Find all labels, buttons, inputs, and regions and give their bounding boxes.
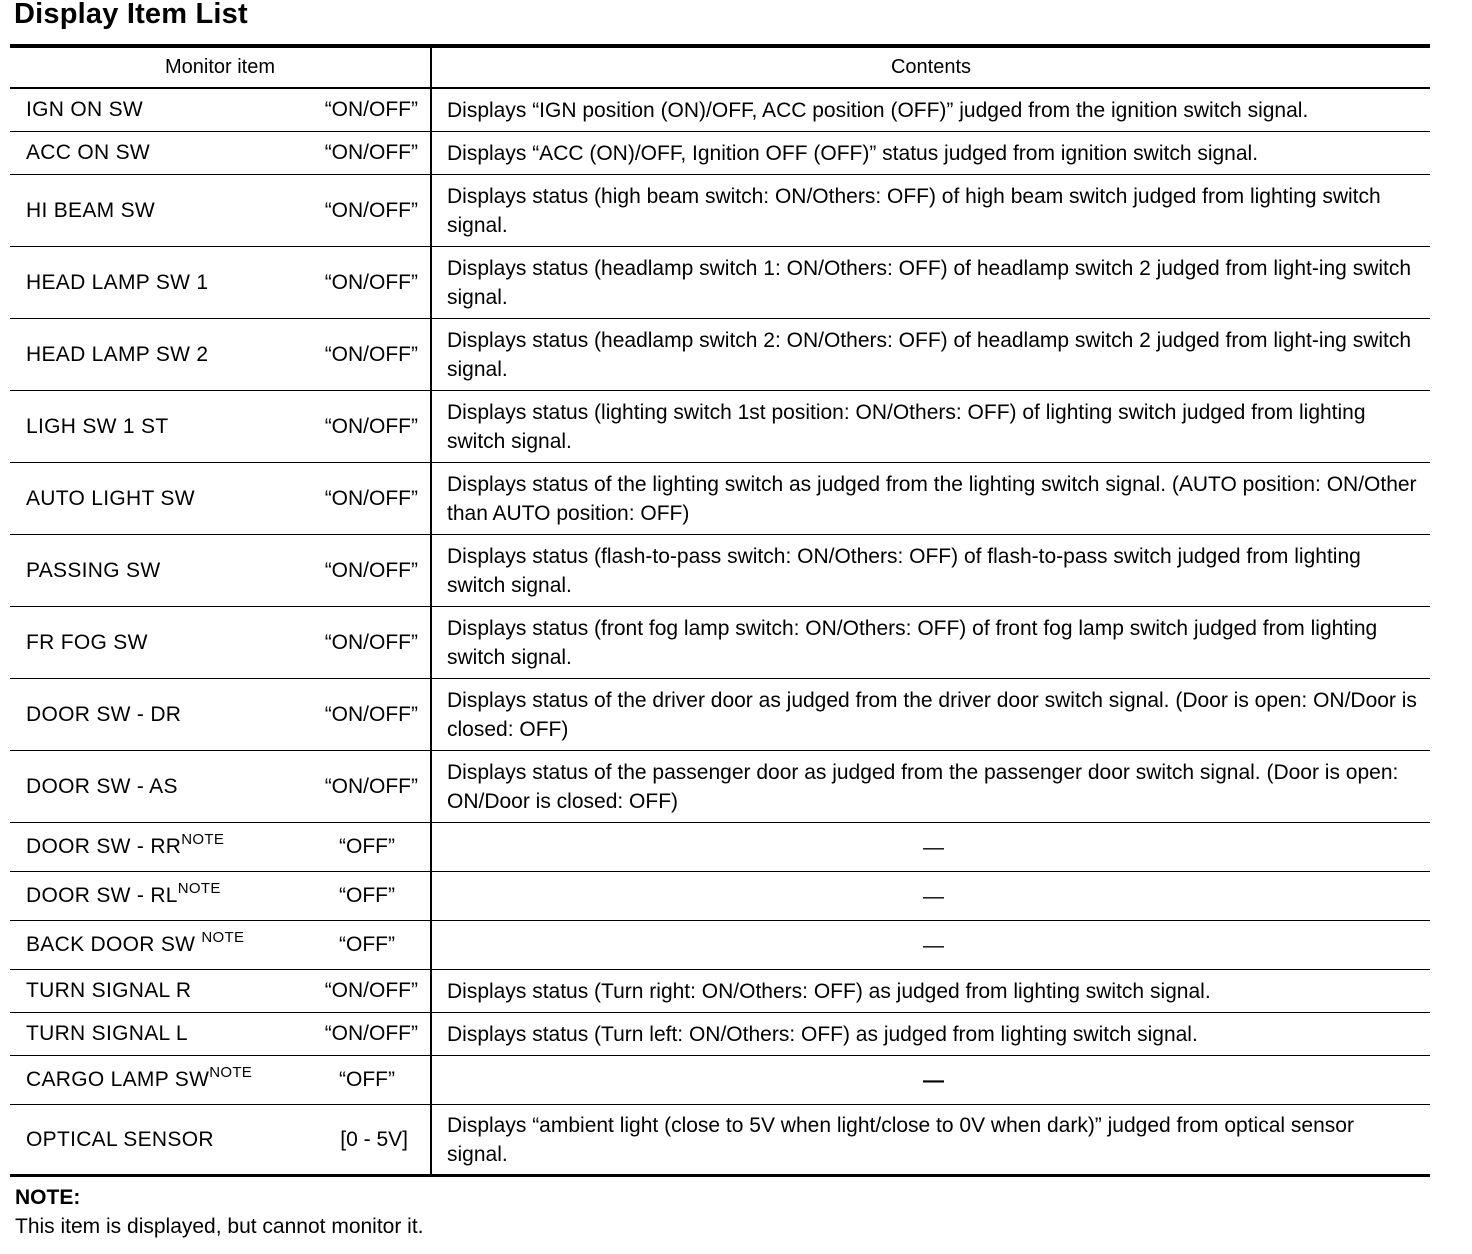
table-row <box>10 1056 1430 1105</box>
monitor-item-contents: Displays status of the passenger door as judged from the passenger door switch signal. (Door is open: ON/Door is closed: OFF) <box>447 760 1399 813</box>
monitor-item-contents: — <box>923 835 944 859</box>
monitor-item-value: “ON/OFF” <box>324 414 418 438</box>
monitor-item-name: ACC ON SW <box>26 141 151 164</box>
note-marker: NOTE <box>181 831 225 848</box>
note-marker: NOTE <box>177 880 221 897</box>
page-title: Display Item List <box>14 0 248 30</box>
monitor-item-contents: Displays “ambient light (close to 5V when light/close to 0V when dark)” judged from optical sensor signal. <box>447 1113 1354 1166</box>
table-row <box>10 823 1430 872</box>
monitor-item-value: “OFF” <box>339 884 395 907</box>
note-marker: NOTE <box>209 1064 253 1081</box>
note-title: NOTE: <box>15 1186 81 1209</box>
table-row <box>10 391 1430 463</box>
monitor-item-value: “ON/OFF” <box>324 342 418 366</box>
monitor-item-contents: Displays “IGN position (ON)/OFF, ACC position (OFF)” judged from the ignition switch signal. <box>447 98 1309 122</box>
column-header-monitor-item: Monitor item <box>10 48 432 87</box>
monitor-item-value: “ON/OFF” <box>324 98 418 121</box>
note-marker: NOTE <box>201 929 245 946</box>
monitor-item-name: FR FOG SW <box>26 630 148 654</box>
monitor-item-value: “ON/OFF” <box>324 141 418 164</box>
monitor-item-contents: Displays status (Turn left: ON/Others: OFF) as judged from lighting switch signal. <box>447 1022 1198 1046</box>
monitor-item-value: “ON/OFF” <box>324 1022 418 1045</box>
display-item-table <box>10 44 1430 1177</box>
monitor-item-contents: Displays status (headlamp switch 1: ON/Others: OFF) of headlamp switch 2 judged from light-ing switch signal. <box>447 256 1412 309</box>
monitor-item-contents: Displays status of the lighting switch as judged from the lighting switch signal. (AUTO position: ON/Other than AUTO position: OFF) <box>447 472 1417 525</box>
monitor-item-name: HEAD LAMP SW 1 <box>26 270 209 294</box>
monitor-item-name: HI BEAM SW <box>26 198 156 222</box>
table-row <box>10 607 1430 679</box>
monitor-item-value: “ON/OFF” <box>324 198 418 222</box>
monitor-item-value: “OFF” <box>339 1068 395 1091</box>
table-row <box>10 463 1430 535</box>
monitor-item-name: DOOR SW - $RL^{NOTE}$ <box>26 880 221 907</box>
monitor-item-contents: — <box>923 933 944 957</box>
column-header-contents: Contents <box>890 56 972 78</box>
monitor-item-name: IGN ON SW <box>26 98 144 121</box>
monitor-item-contents: Displays status (lighting switch 1st position: ON/Others: OFF) of lighting switch judged from lighting switch signal. <box>447 400 1366 453</box>
monitor-item-name: BACK DOOR SW $^{NOTE}$ <box>26 929 245 956</box>
monitor-item-value: “ON/OFF” <box>324 702 418 726</box>
monitor-item-value: “ON/OFF” <box>324 774 418 798</box>
monitor-item-contents: Displays status (front fog lamp switch: ON/Others: OFF) of front fog lamp switch judged from lighting switch signal. <box>447 616 1378 669</box>
monitor-item-contents: Displays “ACC (ON)/OFF, Ignition OFF (OFF)” status judged from ignition switch signal. <box>447 141 1259 165</box>
monitor-item-name: AUTO LIGHT SW <box>26 486 195 510</box>
table-row <box>10 970 1430 1013</box>
monitor-item-name: DOOR SW - $RR^{NOTE}$ <box>26 831 225 858</box>
monitor-item-contents: Displays status of the driver door as judged from the driver door switch signal. (Door is open: ON/Door is closed: OFF) <box>447 688 1417 741</box>
note-text: This item is displayed, but cannot monitor it. <box>15 1215 424 1238</box>
monitor-item-value: “ON/OFF” <box>324 979 418 1002</box>
monitor-item-name: HEAD LAMP SW 2 <box>26 342 209 366</box>
monitor-item-contents: — <box>923 1068 944 1092</box>
table-row <box>10 921 1430 970</box>
table-row <box>10 132 1430 175</box>
table-header-row <box>10 44 1430 89</box>
table-row <box>10 1105 1430 1177</box>
table-row <box>10 751 1430 823</box>
monitor-item-contents: — <box>923 884 944 908</box>
monitor-item-name: TURN SIGNAL L <box>26 1022 188 1045</box>
table-row <box>10 247 1430 319</box>
monitor-item-value: “ON/OFF” <box>324 270 418 294</box>
table-row <box>10 319 1430 391</box>
monitor-item-value: [0 - 5V] <box>340 1127 408 1151</box>
monitor-item-value: “ON/OFF” <box>324 486 418 510</box>
monitor-item-contents: Displays status (Turn right: ON/Others: OFF) as judged from lighting switch signal. <box>447 979 1211 1003</box>
monitor-item-name: CARGO LAMP $SW^{NOTE}$ <box>26 1064 253 1091</box>
monitor-item-contents: Displays status (high beam switch: ON/Others: OFF) of high beam switch judged from lighting switch signal. <box>447 184 1381 237</box>
table-row <box>10 872 1430 921</box>
monitor-item-contents: Displays status (headlamp switch 2: ON/Others: OFF) of headlamp switch 2 judged from light-ing switch signal. <box>447 328 1412 381</box>
monitor-item-name: LIGH SW 1 ST <box>26 414 169 438</box>
monitor-item-name: PASSING SW <box>26 558 161 582</box>
monitor-item-value: “OFF” <box>339 933 395 956</box>
table-row <box>10 1013 1430 1056</box>
monitor-item-name: TURN SIGNAL R <box>26 979 192 1002</box>
monitor-item-value: “ON/OFF” <box>324 558 418 582</box>
monitor-item-name: DOOR SW - AS <box>26 774 178 798</box>
monitor-item-name: OPTICAL SENSOR <box>26 1127 214 1151</box>
table-row <box>10 679 1430 751</box>
table-row <box>10 89 1430 132</box>
monitor-item-contents: Displays status (flash-to-pass switch: ON/Others: OFF) of flash-to-pass switch judged from lighting switch signal. <box>447 544 1361 597</box>
table-row <box>10 175 1430 247</box>
monitor-item-value: “OFF” <box>339 835 395 858</box>
monitor-item-name: DOOR SW - DR <box>26 702 182 726</box>
monitor-item-value: “ON/OFF” <box>324 630 418 654</box>
table-row <box>10 535 1430 607</box>
